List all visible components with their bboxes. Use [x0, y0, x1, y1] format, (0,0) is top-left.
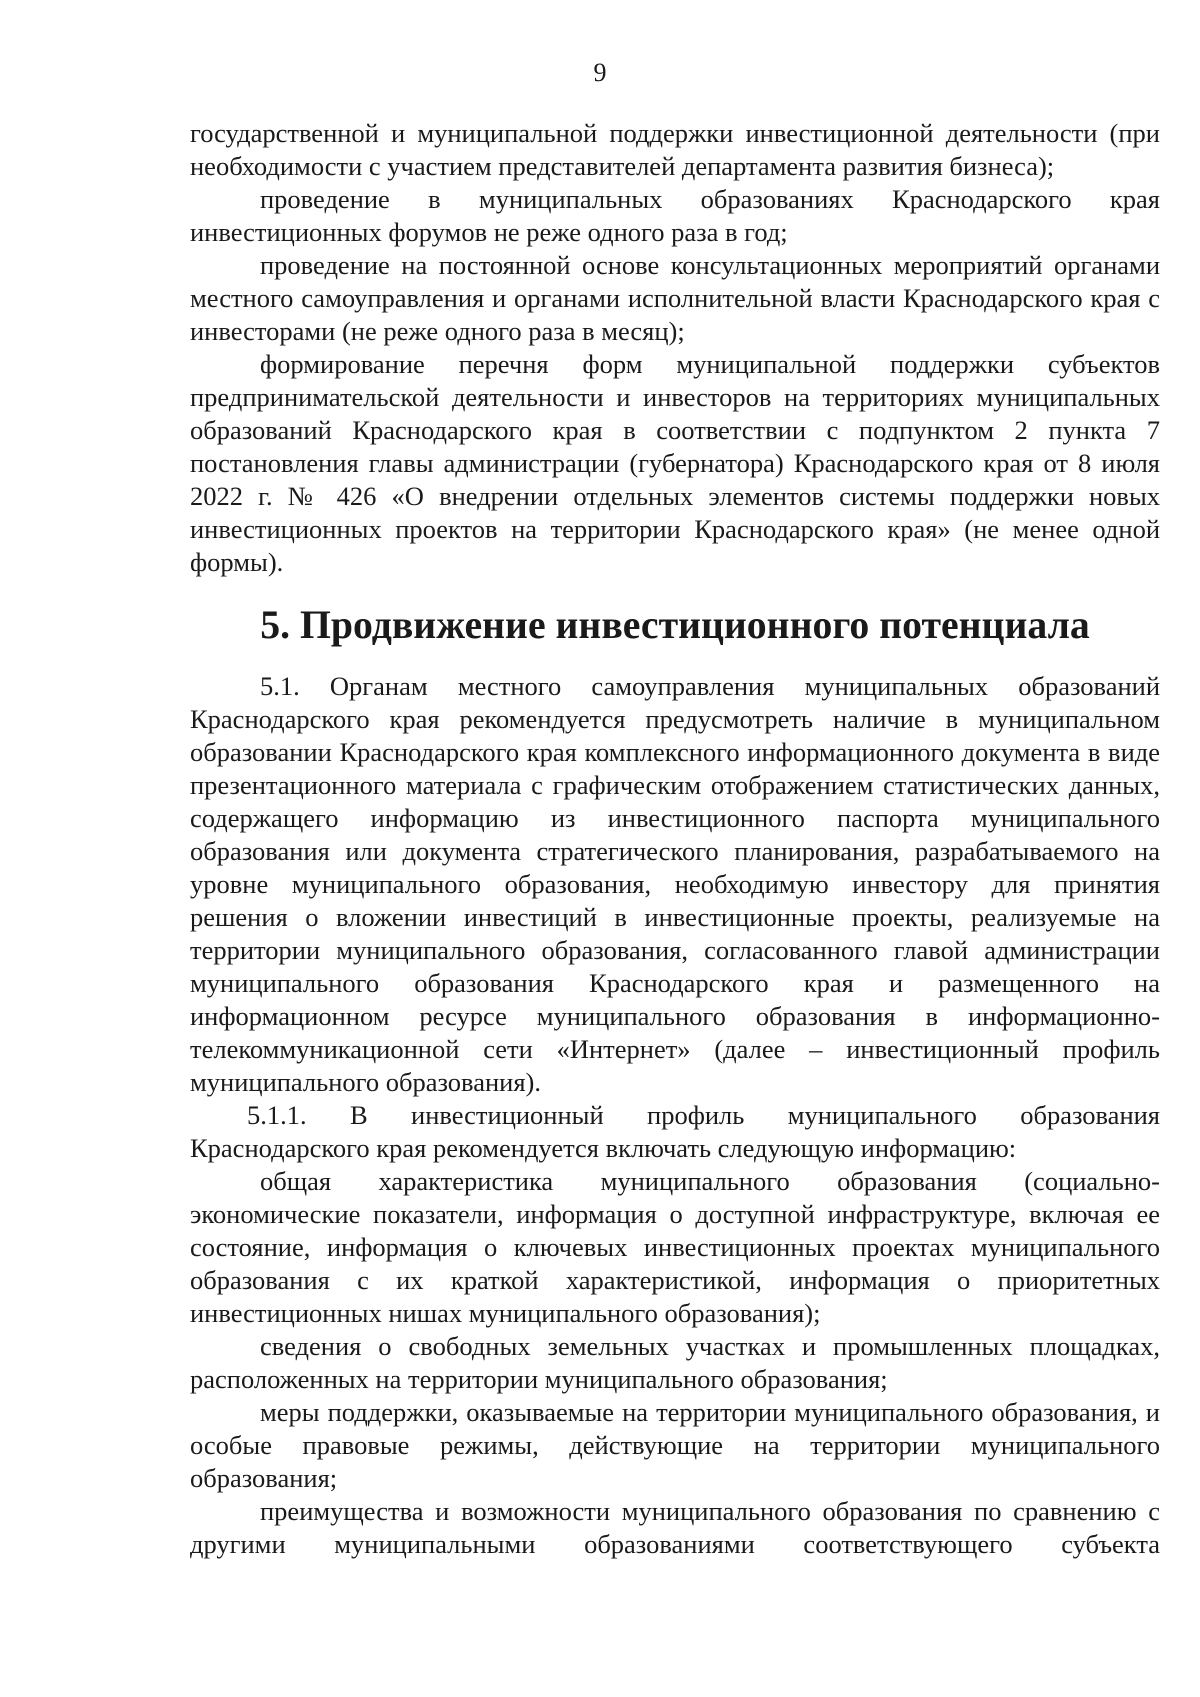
paragraph: 5.1. Органам местного самоуправления муниципальных образований Краснодарского края рекомендуется предусмотреть наличие в муниципальном образовании Краснодарского края комплексного информационного документа в виде презентационного материала с графическим отображением статистических данных, содержащего информацию из инвестиционного паспорта муниципального образования или документа стратегического планирования, разрабатываемого на уровне муниципального образования, необходимую инвестору для принятия решения о вложении инвестиций в инвестиционные проекты, реализуемые на территории муниципального образования, согласованного главой администрации муниципального образования Краснодарского края и размещенного на информационном ресурсе муниципального образования в информационно-телекоммуникационной сети «Интернет» (далее – инвестиционный профиль муниципального образования). — [190, 671, 1160, 1097]
paragraph: сведения о свободных земельных участках и промышленных площадках, расположенных на территории муниципального образования; — [190, 1331, 1160, 1394]
paragraph: государственной и муниципальной поддержки инвестиционной деятельности (при необходимости с участием представителей департамента развития бизнеса); — [190, 118, 1160, 181]
paragraph: проведение на постоянной основе консультационных мероприятий органами местного самоуправления и органами исполнительной власти Краснодарского края с инвесторами (не реже одного раза в месяц); — [190, 250, 1160, 346]
paragraph: общая характеристика муниципального образования (социально-экономические показатели, информация о доступной инфраструктуре, включая ее состояние, информация о ключевых инвестиционных проектах муниципального образования с их краткой характеристикой, информация о приоритетных инвестиционных нишах муниципального образования); — [190, 1166, 1160, 1328]
document-body — [190, 117, 1160, 1561]
paragraph: преимущества и возможности муниципального образования по сравнению с другими муниципальными образованиями соответствующего субъекта — [190, 1496, 1160, 1559]
page-number: 9 — [593, 58, 607, 87]
section-heading: 5. Продвижение инвестиционного потенциала — [260, 603, 1090, 647]
paragraph: меры поддержки, оказываемые на территории муниципального образования, и особые правовые режимы, действующие на территории муниципального образования; — [190, 1397, 1160, 1493]
paragraph: 5.1.1. В инвестиционный профиль муниципального образования Краснодарского края рекомендуется включать следующую информацию: — [190, 1100, 1160, 1163]
paragraph: проведение в муниципальных образованиях Краснодарского края инвестиционных форумов не реже одного раза в год; — [190, 184, 1160, 247]
paragraph: формирование перечня форм муниципальной поддержки субъектов предпринимательской деятельности и инвесторов на территориях муниципальных образований Краснодарского края в соответствии с подпунктом 2 пункта 7 постановления главы администрации (губернатора) Краснодарского края от 8 июля 2022 г. № 426 «О внедрении отдельных элементов системы поддержки новых инвестиционных проектов на территории Краснодарского края» (не менее одной формы). — [190, 349, 1160, 577]
